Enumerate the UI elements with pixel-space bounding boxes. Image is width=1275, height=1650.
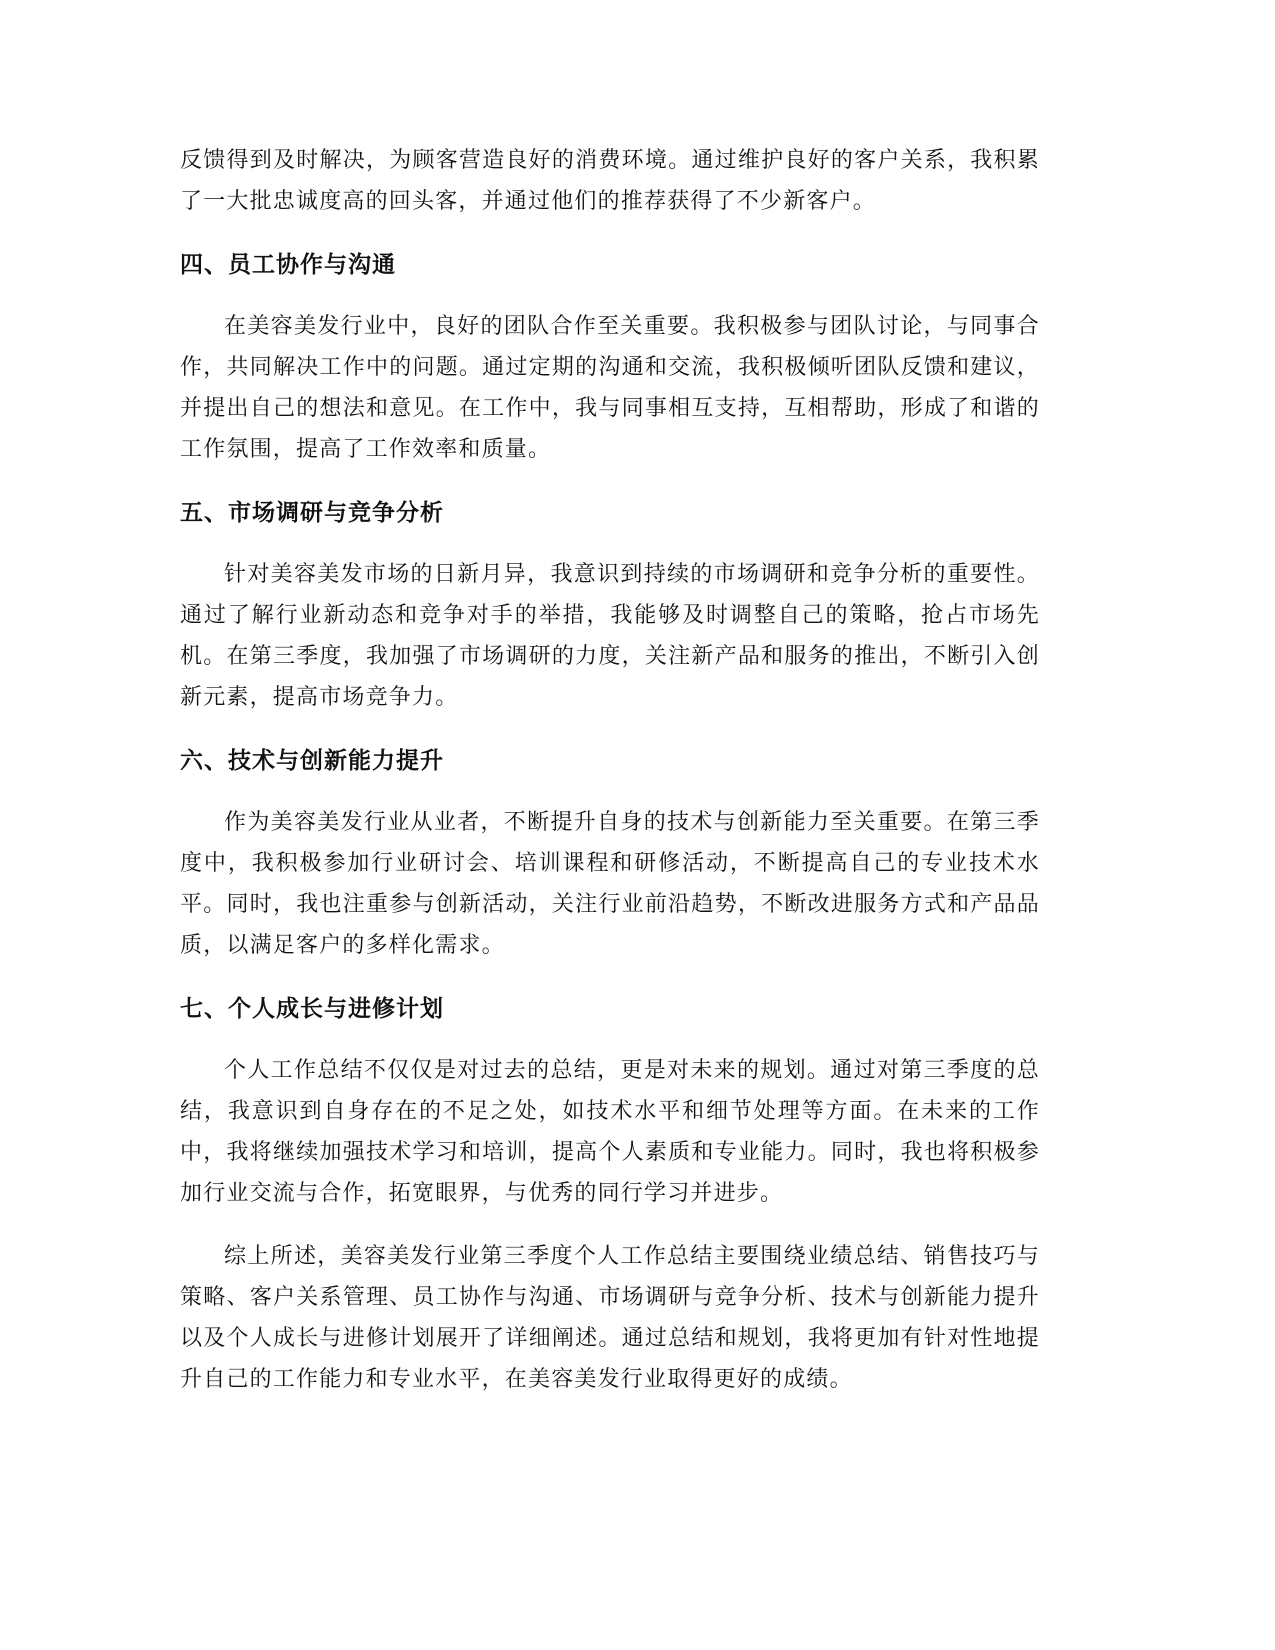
- section-body-market-research: 针对美容美发市场的日新月异，我意识到持续的市场调研和竞争分析的重要性。通过了解行业新动态和竞争对手的举措，我能够及时调整自己的策略，抢占市场先机。在第三季度，我加强了市场调研的力度，关注新产品和服务的推出，不断引入创新元素，提高市场竞争力。: [180, 562, 1040, 710]
- paragraph-spacer: [180, 1214, 1040, 1236]
- section-heading-personal-growth: 七、个人成长与进修计划: [180, 996, 444, 1022]
- section-body-skills-innovation: 作为美容美发行业从业者，不断提升自身的技术与创新能力至关重要。在第三季度中，我积极参加行业研讨会、培训课程和研修活动，不断提高自己的专业技术水平。同时，我也注重参与创新活动，关注行业前沿趋势，不断改进服务方式和产品品质，以满足客户的多样化需求。: [180, 810, 1040, 958]
- conclusion-paragraph: 综上所述，美容美发行业第三季度个人工作总结主要围绕业绩总结、销售技巧与策略、客户关系管理、员工协作与沟通、市场调研与竞争分析、技术与创新能力提升以及个人成长与进修计划展开了详细阐述。通过总结和规划，我将更加有针对性地提升自己的工作能力和专业水平，在美容美发行业取得更好的成绩。: [180, 1244, 1040, 1392]
- intro-continuation-paragraph: 反馈得到及时解决，为顾客营造良好的消费环境。通过维护良好的客户关系，我积累了一大批忠诚度高的回头客，并通过他们的推荐获得了不少新客户。: [180, 148, 1040, 214]
- section-body-personal-growth: 个人工作总结不仅仅是对过去的总结，更是对未来的规划。通过对第三季度的总结，我意识到自身存在的不足之处，如技术水平和细节处理等方面。在未来的工作中，我将继续加强技术学习和培训，提高个人素质和专业能力。同时，我也将积极参加行业交流与合作，拓宽眼界，与优秀的同行学习并进步。: [180, 1058, 1040, 1206]
- section-heading-market-research: 五、市场调研与竞争分析: [180, 500, 444, 526]
- document-body: [180, 140, 1040, 1400]
- section-heading-teamwork: 四、员工协作与沟通: [180, 252, 396, 278]
- section-body-teamwork: 在美容美发行业中，良好的团队合作至关重要。我积极参与团队讨论，与同事合作，共同解决工作中的问题。通过定期的沟通和交流，我积极倾听团队反馈和建议，并提出自己的想法和意见。在工作中，我与同事相互支持，互相帮助，形成了和谐的工作氛围，提高了工作效率和质量。: [180, 314, 1040, 462]
- section-heading-skills-innovation: 六、技术与创新能力提升: [180, 748, 444, 774]
